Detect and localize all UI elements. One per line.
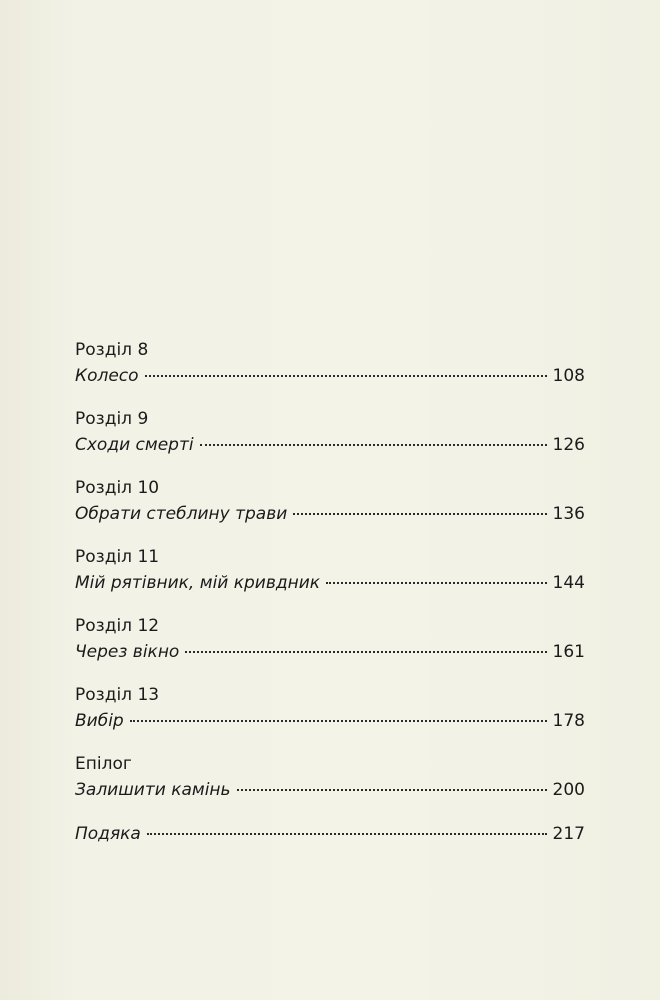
page-number: 144 bbox=[552, 573, 585, 593]
page-number: 136 bbox=[552, 504, 585, 524]
chapter-title: Залишити камінь bbox=[75, 780, 231, 800]
dot-leader bbox=[293, 513, 546, 515]
chapter-title: Мій рятівник, мій кривдник bbox=[75, 573, 321, 593]
chapter-label: Розділ 11 bbox=[75, 547, 160, 567]
dot-leader bbox=[145, 375, 547, 377]
dot-leader bbox=[237, 789, 547, 791]
page-number: 178 bbox=[552, 711, 585, 731]
page-number: 161 bbox=[552, 642, 585, 662]
toc-entry-9 bbox=[75, 407, 585, 459]
toc-entry-10 bbox=[75, 476, 585, 528]
page-number: 126 bbox=[552, 435, 585, 455]
toc-line bbox=[75, 570, 585, 597]
toc-line bbox=[75, 501, 585, 528]
page-number: 108 bbox=[552, 366, 585, 386]
chapter-title: Вибір bbox=[75, 711, 124, 731]
toc-entry-12 bbox=[75, 614, 585, 666]
toc-line bbox=[75, 777, 585, 804]
chapter-title: Сходи смерті bbox=[75, 435, 194, 455]
chapter-title: Колесо bbox=[75, 366, 139, 386]
toc-line bbox=[75, 639, 585, 666]
dot-leader bbox=[147, 833, 547, 835]
chapter-title: Обрати стеблину трави bbox=[75, 504, 288, 524]
chapter-label: Розділ 8 bbox=[75, 340, 149, 360]
toc-entry-11 bbox=[75, 545, 585, 597]
dot-leader bbox=[185, 651, 546, 653]
chapter-label: Розділ 12 bbox=[75, 616, 160, 636]
toc-line bbox=[75, 363, 585, 390]
toc-entry-13 bbox=[75, 683, 585, 735]
page-number: 217 bbox=[552, 824, 585, 844]
toc-line bbox=[75, 821, 585, 848]
chapter-label: Розділ 13 bbox=[75, 685, 160, 705]
chapter-label: Епілог bbox=[75, 754, 132, 774]
toc-entry-epilogue bbox=[75, 752, 585, 804]
toc-entry-8 bbox=[75, 338, 585, 390]
dot-leader bbox=[326, 582, 546, 584]
chapter-title: Подяка bbox=[75, 824, 141, 844]
chapter-label: Розділ 9 bbox=[75, 409, 149, 429]
table-of-contents bbox=[75, 338, 585, 865]
chapter-title: Через вікно bbox=[75, 642, 180, 662]
page-number: 200 bbox=[552, 780, 585, 800]
toc-line bbox=[75, 708, 585, 735]
dot-leader bbox=[200, 444, 547, 446]
toc-line bbox=[75, 432, 585, 459]
toc-entry-acknowledgements bbox=[75, 821, 585, 848]
dot-leader bbox=[130, 720, 547, 722]
chapter-label: Розділ 10 bbox=[75, 478, 160, 498]
